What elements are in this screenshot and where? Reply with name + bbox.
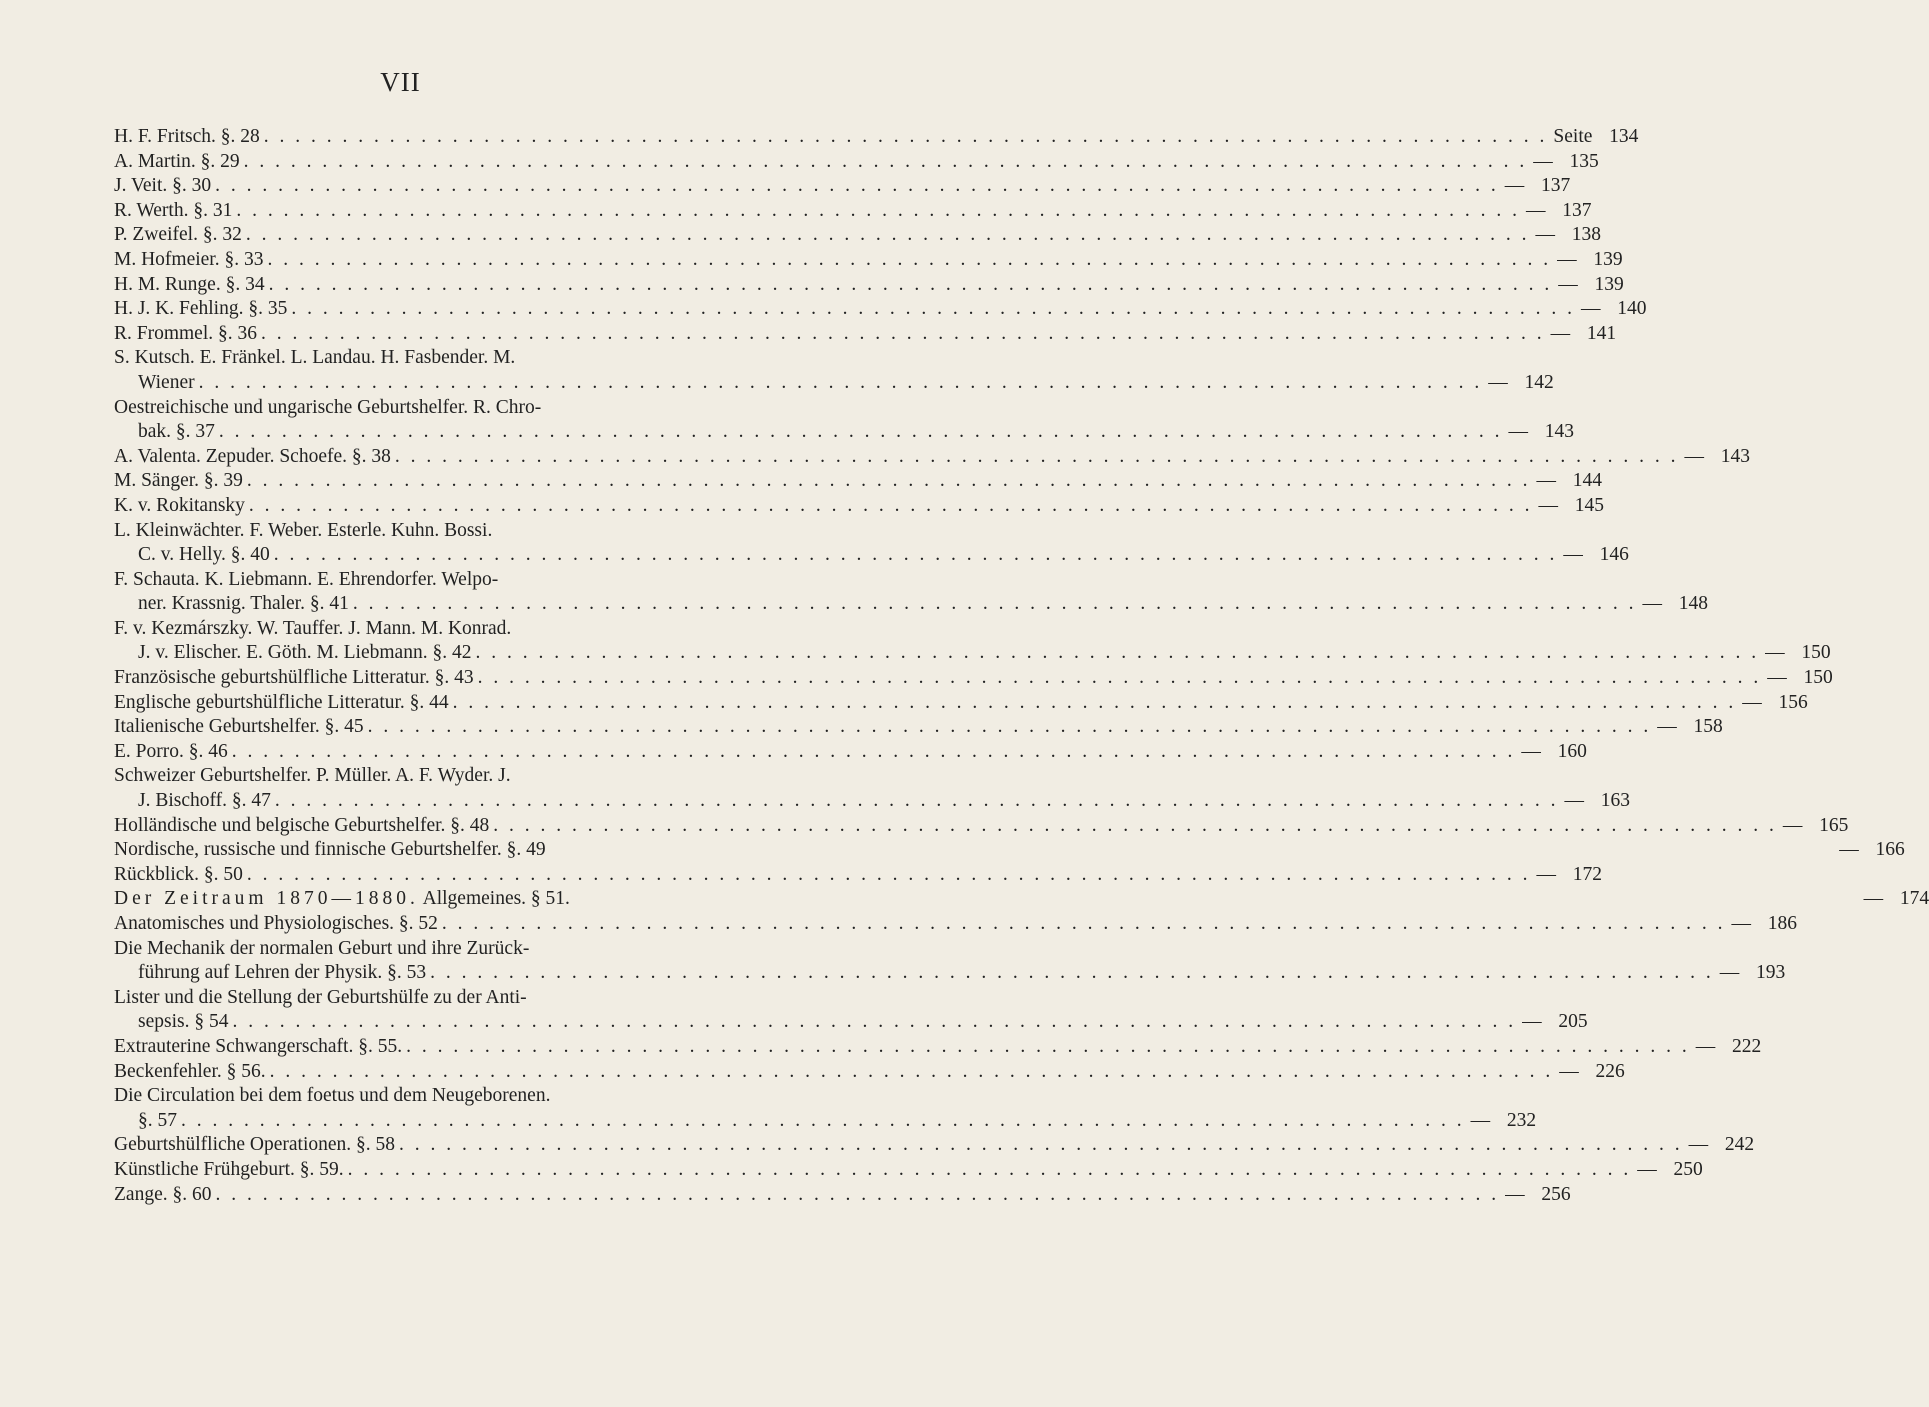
toc-entry-line-last	[114, 125, 1639, 150]
page-prefix: —	[1642, 593, 1662, 615]
toc-entry-line-last	[114, 887, 1929, 912]
toc-entry	[114, 1084, 1537, 1133]
page-ref: 158	[1693, 716, 1723, 738]
page-ref: 163	[1600, 790, 1631, 812]
toc-entry-line-last	[114, 420, 1575, 445]
page-ref: 242	[1724, 1134, 1755, 1156]
page-prefix: —	[1504, 175, 1525, 197]
entry-title: Schweizer Geburtshelfer. P. Müller. A. F. Wyder. J.	[114, 765, 511, 787]
dot-leader	[275, 789, 1559, 814]
entry-title: R. Werth. §. 31	[114, 199, 233, 221]
page-prefix: —	[1765, 642, 1785, 664]
page-ref: 222	[1731, 1035, 1762, 1057]
toc-entry	[114, 1158, 1703, 1183]
entry-title: Zange. §. 60	[114, 1183, 212, 1205]
page-ref: 165	[1819, 814, 1849, 836]
page-ref: 186	[1767, 913, 1798, 934]
dot-leader	[430, 961, 1714, 986]
page-ref: 140	[1617, 298, 1647, 320]
entry-title: R. Frommel. §. 36	[114, 322, 258, 344]
dot-leader	[395, 445, 1679, 470]
entry-title: sepsis. § 54	[138, 1011, 229, 1033]
toc-entry	[114, 715, 1723, 740]
toc-entry	[114, 396, 1575, 445]
page-ref: 156	[1778, 691, 1808, 713]
dot-leader	[261, 322, 1545, 347]
toc-entry-line-last	[114, 838, 1905, 863]
dot-leader	[442, 912, 1726, 937]
page-ref: 232	[1506, 1109, 1537, 1131]
toc-entry	[114, 469, 1603, 494]
entry-title: C. v. Helly. §. 40	[138, 544, 270, 566]
toc-entry-line-last	[114, 789, 1631, 814]
page-prefix: —	[1563, 544, 1583, 566]
entry-title: Wiener	[138, 371, 195, 393]
entry-title: F. Schauta. K. Liebmann. E. Ehrendorfer. Welpo-	[114, 568, 499, 590]
toc-entry	[114, 838, 1905, 863]
page-prefix: —	[1550, 322, 1571, 344]
toc-entry-line	[114, 764, 712, 789]
entry-title: F. v. Kezmárszky. W. Tauffer. J. Mann. M. Konrad.	[114, 617, 512, 639]
toc-entry-line-last	[114, 445, 1751, 470]
page-prefix: —	[1508, 421, 1529, 443]
page-prefix: —	[1488, 371, 1508, 393]
entry-title: Geburtshülfliche Operationen. §. 58	[114, 1134, 396, 1156]
entry-title: Holländische und belgische Geburtshelfer. §. 48	[114, 814, 490, 836]
page-ref: 166	[1875, 839, 1905, 861]
page-prefix: —	[1559, 1060, 1579, 1082]
toc-entry-line	[114, 1084, 712, 1109]
dot-leader	[215, 174, 1499, 199]
dot-leader	[264, 125, 1548, 150]
entry-title: Die Mechanik der normalen Geburt und ihre Zurück-	[114, 937, 530, 959]
entry-title: J. Veit. §. 30	[114, 175, 212, 197]
toc-entry-line	[114, 937, 712, 962]
toc-entry-line-last	[114, 814, 1849, 839]
toc-entry	[114, 223, 1601, 248]
dot-leader	[199, 371, 1483, 396]
entry-title: M. Hofmeier. §. 33	[114, 248, 264, 270]
entry-title: P. Zweifel. §. 32	[114, 224, 242, 246]
page-prefix: —	[1695, 1035, 1716, 1057]
toc-entry-line-last	[114, 666, 1833, 691]
entry-title: Rückblick. §. 50	[114, 863, 243, 885]
toc-entry-line-last	[114, 1158, 1703, 1183]
page-prefix: —	[1521, 740, 1541, 762]
page-ref: 205	[1558, 1011, 1588, 1033]
toc-entry	[114, 322, 1617, 347]
page-number: VII	[380, 67, 421, 97]
entry-title: Nordische, russische und finnische Geburtshelfer. §. 49	[114, 839, 546, 861]
toc-entry	[114, 445, 1751, 470]
toc-entry	[114, 568, 1708, 617]
dot-leader	[348, 1158, 1632, 1183]
page-ref: 141	[1586, 322, 1617, 344]
page-ref: 143	[1720, 445, 1751, 467]
toc-entry	[114, 125, 1639, 150]
toc-entry-line-last	[114, 1109, 1537, 1134]
entry-title: J. v. Elischer. E. Göth. M. Liebmann. §. 42	[138, 642, 472, 664]
dot-leader	[274, 543, 1558, 568]
toc-entry-line	[114, 346, 712, 371]
toc-entry-line-last	[114, 961, 1786, 986]
toc-entry-line-last	[114, 494, 1605, 519]
entry-title: J. Bischoff. §. 47	[138, 790, 271, 812]
entry-title: führung auf Lehren der Physik. §. 53	[138, 962, 427, 984]
entry-title: M. Sänger. §. 39	[114, 470, 243, 492]
entry-title: Der Zeitraum 1870—1880. Allgemeines. § 51.	[114, 888, 570, 910]
dot-leader	[270, 1060, 1554, 1085]
page-prefix: —	[1637, 1158, 1657, 1180]
toc-entry-line	[114, 519, 712, 544]
entry-title: Französische geburtshülfliche Litteratur. §. 43	[114, 667, 474, 689]
toc-entry-line-last	[114, 1183, 1571, 1208]
page-prefix: —	[1522, 1011, 1542, 1033]
page-prefix: —	[1536, 863, 1557, 885]
toc-entry	[114, 1060, 1625, 1085]
entry-title: K. v. Rokitansky	[114, 494, 245, 516]
toc-entry	[114, 937, 1786, 986]
dot-leader	[267, 248, 1551, 273]
page-ref: 137	[1541, 175, 1571, 197]
dot-leader	[399, 1133, 1683, 1158]
dot-leader	[478, 666, 1762, 691]
toc-entry	[114, 887, 1929, 912]
entry-title: S. Kutsch. E. Fränkel. L. Landau. H. Fasbender. M.	[114, 347, 516, 369]
toc-entry-line-last	[114, 297, 1647, 322]
entry-title: H. J. K. Fehling. §. 35	[114, 298, 288, 320]
toc-entry	[114, 199, 1592, 224]
toc-entry-line-last	[114, 1010, 1588, 1035]
toc-entry-line-last	[114, 543, 1629, 568]
page-ref: 160	[1557, 740, 1587, 762]
page-prefix: —	[1536, 470, 1557, 492]
toc-entry	[114, 1035, 1762, 1060]
page-prefix: —	[1657, 716, 1677, 738]
dot-leader	[368, 715, 1652, 740]
entry-title: §. 57	[138, 1109, 177, 1131]
page-prefix: —	[1538, 494, 1559, 516]
entry-title: L. Kleinwächter. F. Weber. Esterle. Kuhn. Bossi.	[114, 519, 493, 541]
toc-entry-line	[114, 568, 712, 593]
page-ref: 135	[1569, 150, 1599, 172]
page-prefix: —	[1684, 445, 1705, 467]
toc-entry-line-last	[114, 174, 1571, 199]
page-prefix: —	[1557, 248, 1577, 270]
entry-title: Die Circulation bei dem foetus und dem Neugeborenen.	[114, 1085, 551, 1107]
toc-entry-line	[114, 396, 712, 421]
toc-entry-line-last	[114, 863, 1603, 888]
page-prefix: —	[1742, 691, 1762, 713]
dot-leader	[232, 740, 1516, 765]
toc-entry	[114, 519, 1629, 568]
page-ref: 172	[1572, 863, 1603, 885]
entry-title: bak. §. 37	[138, 421, 215, 443]
toc-entry	[114, 986, 1588, 1035]
toc-entry-line-last	[114, 592, 1708, 617]
page-prefix: —	[1470, 1109, 1491, 1131]
entry-title: Extrauterine Schwangerschaft. §. 55.	[114, 1035, 403, 1057]
toc-entry-line-last	[114, 740, 1587, 765]
page-ref: 144	[1572, 470, 1603, 492]
page-prefix: —	[1564, 790, 1585, 812]
dot-leader	[475, 641, 1759, 666]
toc-entry-line-last	[114, 223, 1601, 248]
page-ref: 150	[1803, 667, 1833, 689]
toc-entry-line-last	[114, 371, 1554, 396]
dot-leader	[453, 691, 1737, 716]
page-ref: 174	[1899, 888, 1929, 910]
toc-entry	[114, 764, 1631, 813]
toc-entry	[114, 1133, 1755, 1158]
page-prefix: —	[1767, 667, 1787, 689]
page-ref: 148	[1678, 593, 1708, 615]
dot-leader	[181, 1109, 1465, 1134]
entry-title: Italienische Geburtshelfer. §. 45	[114, 716, 364, 738]
entry-title: H. F. Fritsch. §. 28	[114, 126, 260, 147]
toc-entry	[114, 814, 1849, 839]
toc-entry-line-last	[114, 912, 1798, 937]
entry-title: A. Martin. §. 29	[114, 150, 240, 172]
toc-entry	[114, 912, 1798, 937]
page-prefix: —	[1863, 888, 1884, 910]
toc-entry	[114, 617, 1831, 666]
page-prefix: —	[1731, 913, 1752, 934]
entry-title: ner. Krassnig. Thaler. §. 41	[138, 593, 349, 615]
page-ref: 250	[1673, 1158, 1703, 1180]
entry-title: Lister und die Stellung der Geburtshülfe zu der Anti-	[114, 986, 527, 1008]
toc-entry	[114, 494, 1605, 519]
dot-leader	[232, 1010, 1516, 1035]
toc-entry-line-last	[114, 691, 1808, 716]
toc-entry-line-last	[114, 1035, 1762, 1060]
dot-leader	[244, 150, 1528, 175]
dot-leader	[236, 199, 1520, 224]
page-prefix: —	[1533, 150, 1553, 172]
toc-entry	[114, 691, 1808, 716]
entry-title: Oestreichische und ungarische Geburtshelfer. R. Chro-	[114, 396, 542, 418]
dot-leader	[269, 273, 1553, 298]
entry-title: Beckenfehler. § 56.	[114, 1060, 266, 1082]
dot-leader	[353, 592, 1637, 617]
dot-leader	[219, 420, 1503, 445]
entry-title: E. Porro. §. 46	[114, 740, 228, 762]
page-prefix: —	[1558, 273, 1578, 295]
page-prefix: Seite	[1553, 126, 1593, 147]
page-ref: 150	[1801, 642, 1831, 664]
toc-entry-line-last	[114, 150, 1599, 175]
toc-entry	[114, 297, 1647, 322]
page-prefix: —	[1505, 1183, 1525, 1205]
dot-leader	[249, 494, 1533, 519]
toc-entry-line	[114, 986, 712, 1011]
toc-entry-line	[114, 617, 712, 642]
page-ref: 256	[1541, 1183, 1571, 1205]
toc-entry-line-last	[114, 199, 1592, 224]
dot-leader	[247, 863, 1531, 888]
toc-entry-line-last	[114, 715, 1723, 740]
page-ref: 226	[1595, 1060, 1625, 1082]
entry-title: H. M. Runge. §. 34	[114, 273, 265, 295]
toc-entry	[114, 666, 1833, 691]
toc-entry	[114, 740, 1587, 765]
page-ref: 137	[1562, 199, 1592, 221]
dot-leader	[291, 297, 1575, 322]
page-ref: 143	[1544, 421, 1575, 443]
dot-leader	[247, 469, 1531, 494]
dot-leader	[246, 223, 1530, 248]
toc-entry	[114, 1183, 1571, 1208]
toc-entry-line-last	[114, 1060, 1625, 1085]
toc-entry-line-last	[114, 248, 1623, 273]
entry-title: Anatomisches und Physiologisches. §. 52	[114, 913, 438, 934]
toc-entry	[114, 174, 1571, 199]
dot-leader	[406, 1035, 1690, 1060]
entry-title: Englische geburtshülfliche Litteratur. §. 44	[114, 691, 449, 713]
dot-leader	[493, 814, 1777, 839]
dot-leader	[215, 1183, 1499, 1208]
page-ref: 145	[1574, 494, 1605, 516]
page-prefix: —	[1688, 1134, 1709, 1156]
toc-entry	[114, 273, 1624, 298]
toc-entry	[114, 150, 1599, 175]
toc-entry-line-last	[114, 469, 1603, 494]
entry-title: A. Valenta. Zepuder. Schoefe. §. 38	[114, 445, 391, 467]
page-ref: 142	[1524, 371, 1554, 393]
toc-entry	[114, 248, 1623, 273]
toc-entry	[114, 346, 1554, 395]
page-ref: 138	[1571, 224, 1601, 246]
page-ref: 146	[1599, 544, 1629, 566]
page-ref: 193	[1755, 962, 1786, 984]
toc-entry-line-last	[114, 273, 1624, 298]
page-prefix: —	[1719, 962, 1740, 984]
toc-entry-line-last	[114, 1133, 1755, 1158]
table-of-contents	[114, 125, 1929, 1207]
page-prefix: —	[1782, 814, 1803, 836]
page-prefix: —	[1580, 298, 1601, 320]
page-ref: 134	[1609, 126, 1639, 147]
page-ref: 139	[1593, 248, 1623, 270]
page-prefix: —	[1839, 839, 1859, 861]
entry-title: Künstliche Frühgeburt. §. 59.	[114, 1158, 344, 1180]
page-ref: 139	[1594, 273, 1624, 295]
toc-entry	[114, 863, 1603, 888]
page-prefix: —	[1525, 199, 1546, 221]
toc-entry-line-last	[114, 322, 1617, 347]
page-prefix: —	[1535, 224, 1555, 246]
toc-entry-line-last	[114, 641, 1831, 666]
